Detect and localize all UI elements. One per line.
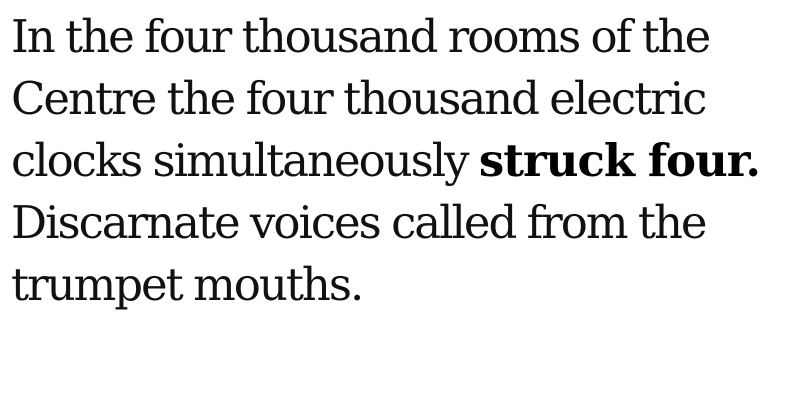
passage-text-before: In the four thousand rooms of the Centre the four thousand electric clocks simultaneously <box>11 10 710 187</box>
passage-text-after: Discarnate voices called from the trumpet mouths. <box>11 196 706 311</box>
passage-emphasis: struck four. <box>478 134 761 187</box>
passage-text <box>11 6 791 316</box>
